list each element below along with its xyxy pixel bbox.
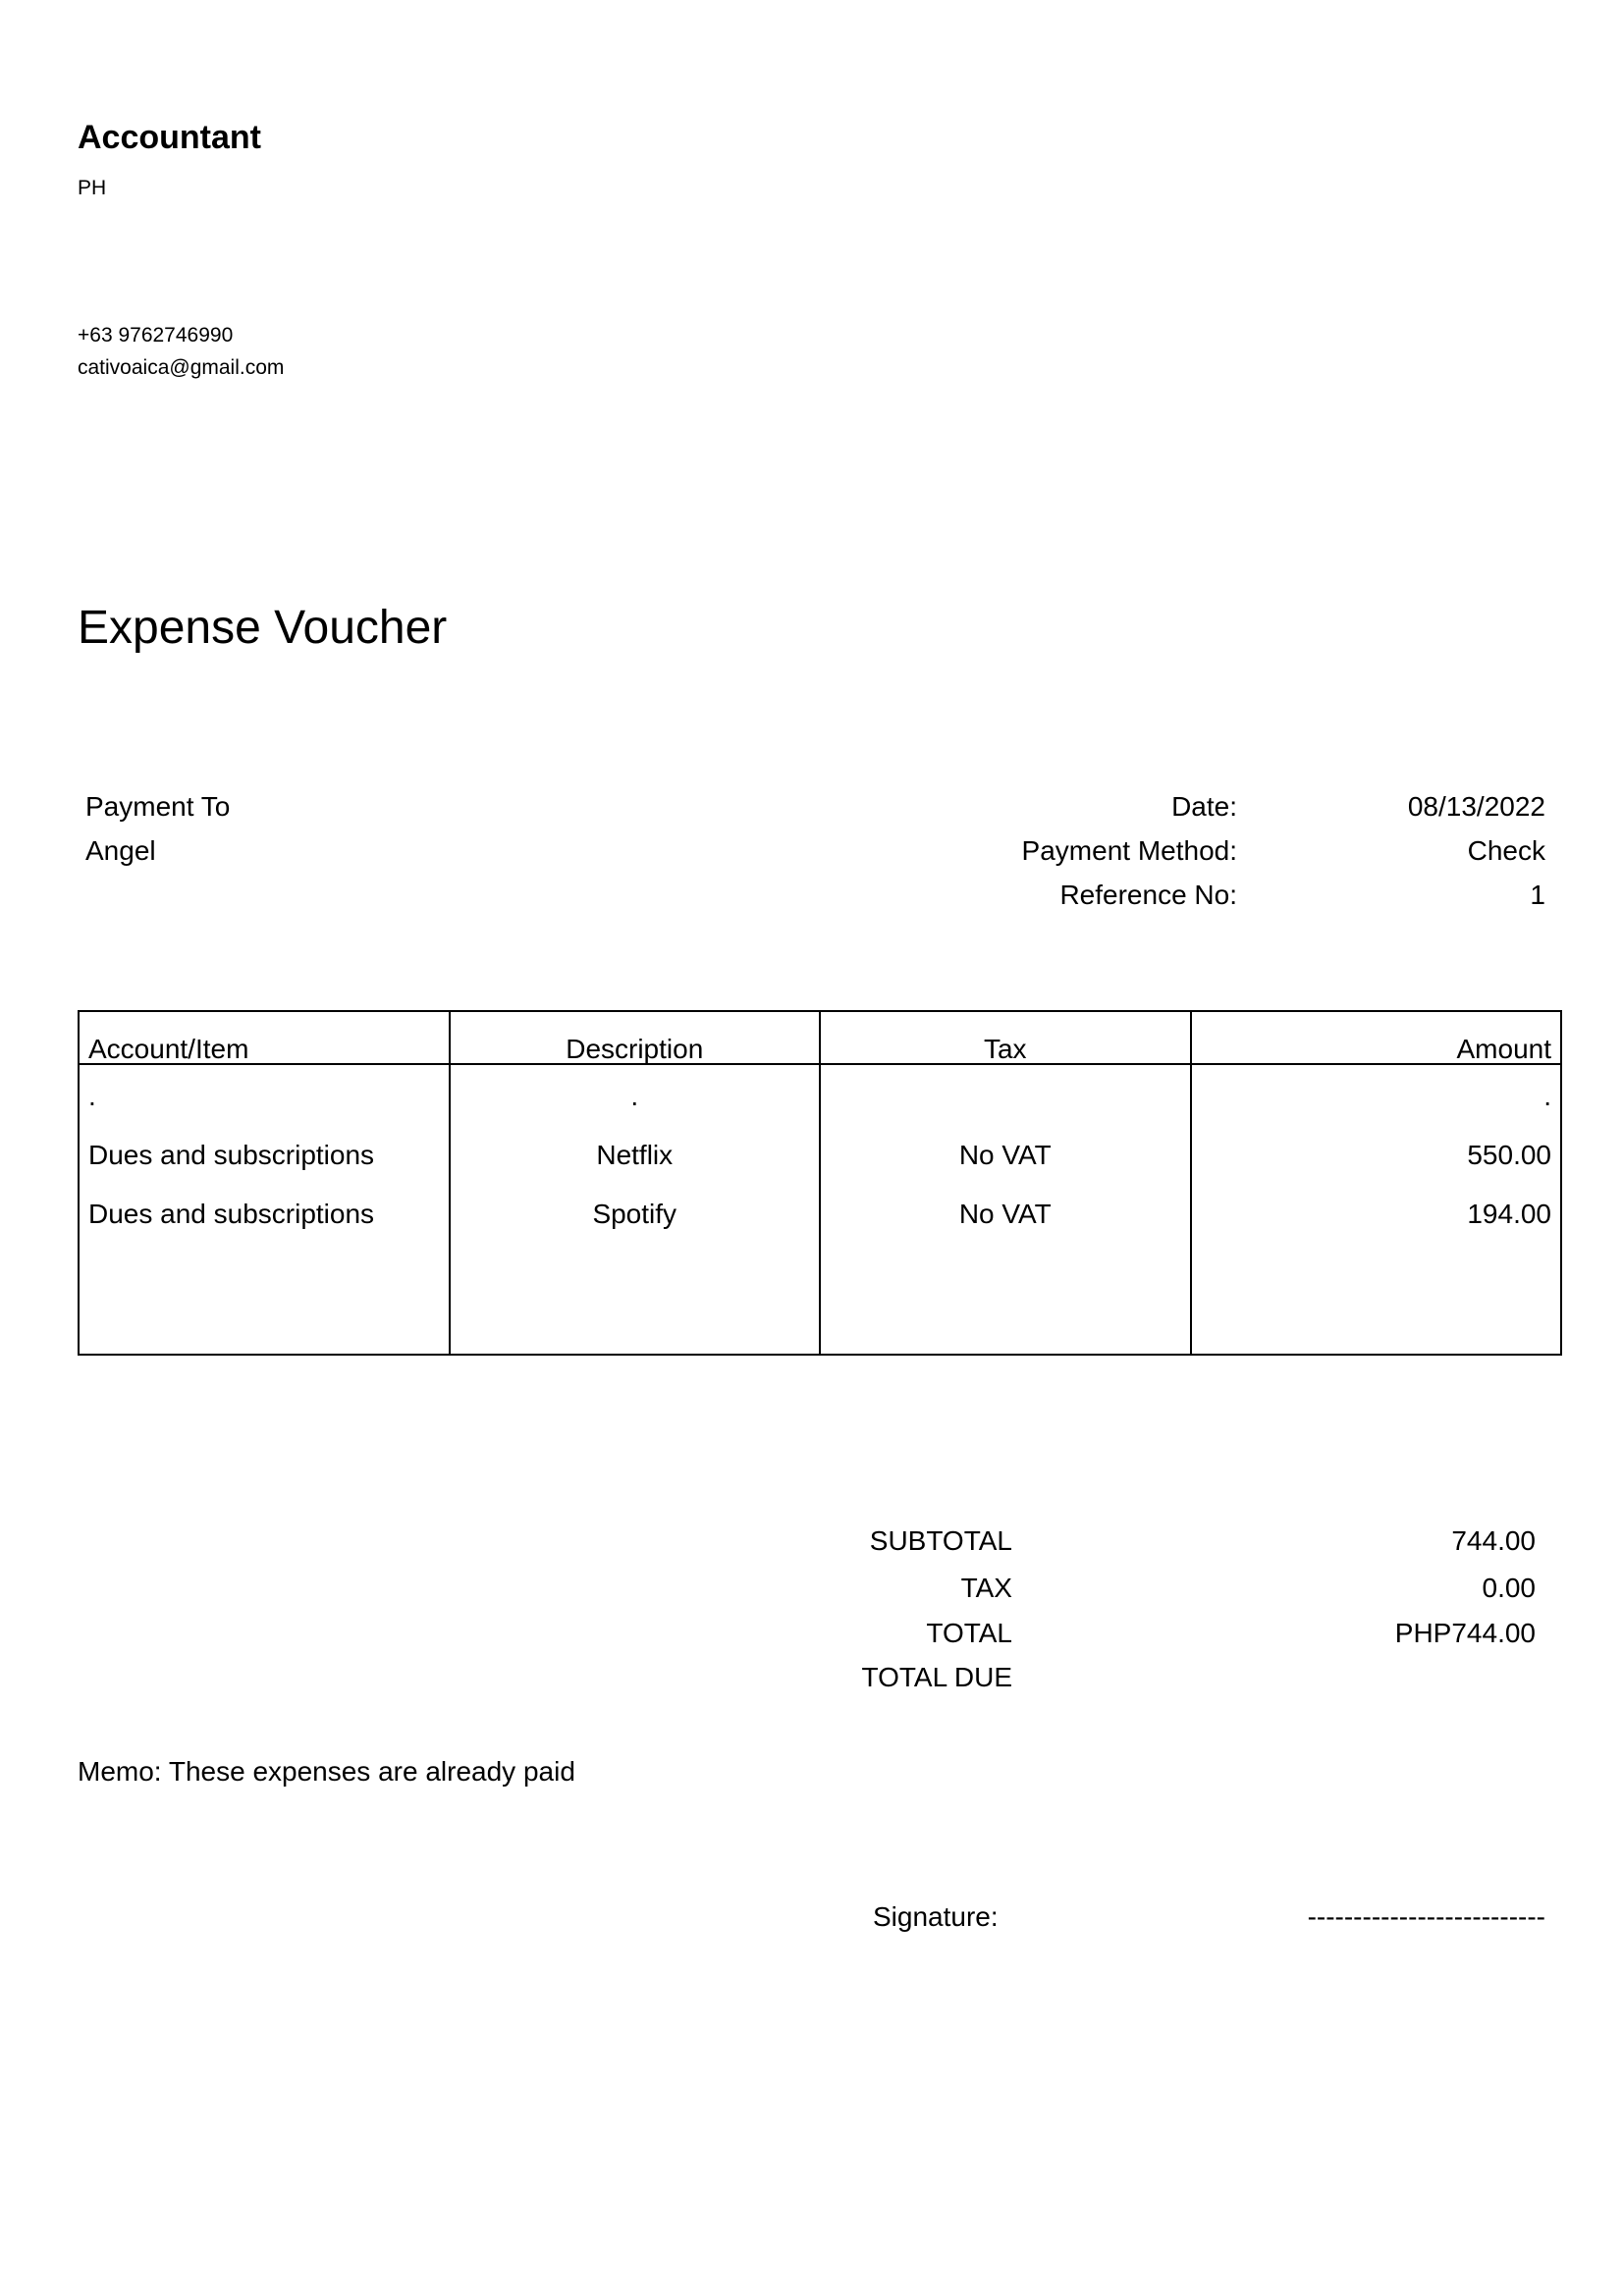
total-due-label: TOTAL DUE <box>861 1662 1012 1692</box>
payment-to-label: Payment To <box>85 791 231 822</box>
placeholder-description: . <box>450 1064 821 1112</box>
placeholder-amount: . <box>1191 1064 1562 1112</box>
header-tax: Tax <box>820 1011 1191 1064</box>
placeholder-account: . <box>79 1064 450 1112</box>
date-label: Date: <box>1171 791 1237 822</box>
company-name: Accountant <box>78 119 261 156</box>
row-amount: 550.00 <box>1191 1112 1562 1171</box>
total-label: TOTAL <box>926 1618 1012 1648</box>
subtotal-value: 744.00 <box>1451 1525 1536 1556</box>
table-filler-row <box>79 1230 1561 1355</box>
signature-label: Signature: <box>873 1901 999 1932</box>
company-phone: +63 9762746990 <box>78 324 234 347</box>
company-email: cativoaica@gmail.com <box>78 356 285 379</box>
items-table <box>78 1010 1562 1356</box>
row-tax: No VAT <box>820 1171 1191 1230</box>
signature-line: -------------------------- <box>1307 1901 1545 1932</box>
placeholder-tax <box>820 1064 1191 1112</box>
payment-method-label: Payment Method: <box>1021 835 1237 866</box>
header-account-item: Account/Item <box>79 1011 450 1064</box>
row-description: Spotify <box>450 1171 821 1230</box>
payment-method-value: Check <box>1467 835 1545 866</box>
table-header-row <box>79 1011 1561 1064</box>
total-value: PHP744.00 <box>1394 1618 1536 1648</box>
company-country: PH <box>78 177 107 199</box>
header-description: Description <box>450 1011 821 1064</box>
document-title: Expense Voucher <box>78 602 448 654</box>
reference-no-value: 1 <box>1530 880 1545 910</box>
row-tax: No VAT <box>820 1112 1191 1171</box>
tax-value: 0.00 <box>1482 1573 1536 1603</box>
filler-cell <box>450 1230 821 1355</box>
row-amount: 194.00 <box>1191 1171 1562 1230</box>
filler-cell <box>1191 1230 1562 1355</box>
table-row <box>79 1171 1561 1230</box>
tax-label: TAX <box>960 1573 1012 1603</box>
filler-cell <box>820 1230 1191 1355</box>
header-amount: Amount <box>1191 1011 1562 1064</box>
payment-to-name: Angel <box>85 835 156 866</box>
row-account: Dues and subscriptions <box>79 1171 450 1230</box>
row-description: Netflix <box>450 1112 821 1171</box>
table-row <box>79 1064 1561 1112</box>
table-row <box>79 1112 1561 1171</box>
memo-text: Memo: These expenses are already paid <box>78 1756 575 1787</box>
row-account: Dues and subscriptions <box>79 1112 450 1171</box>
filler-cell <box>79 1230 450 1355</box>
subtotal-label: SUBTOTAL <box>869 1525 1012 1556</box>
reference-no-label: Reference No: <box>1059 880 1237 910</box>
date-value: 08/13/2022 <box>1407 791 1545 822</box>
